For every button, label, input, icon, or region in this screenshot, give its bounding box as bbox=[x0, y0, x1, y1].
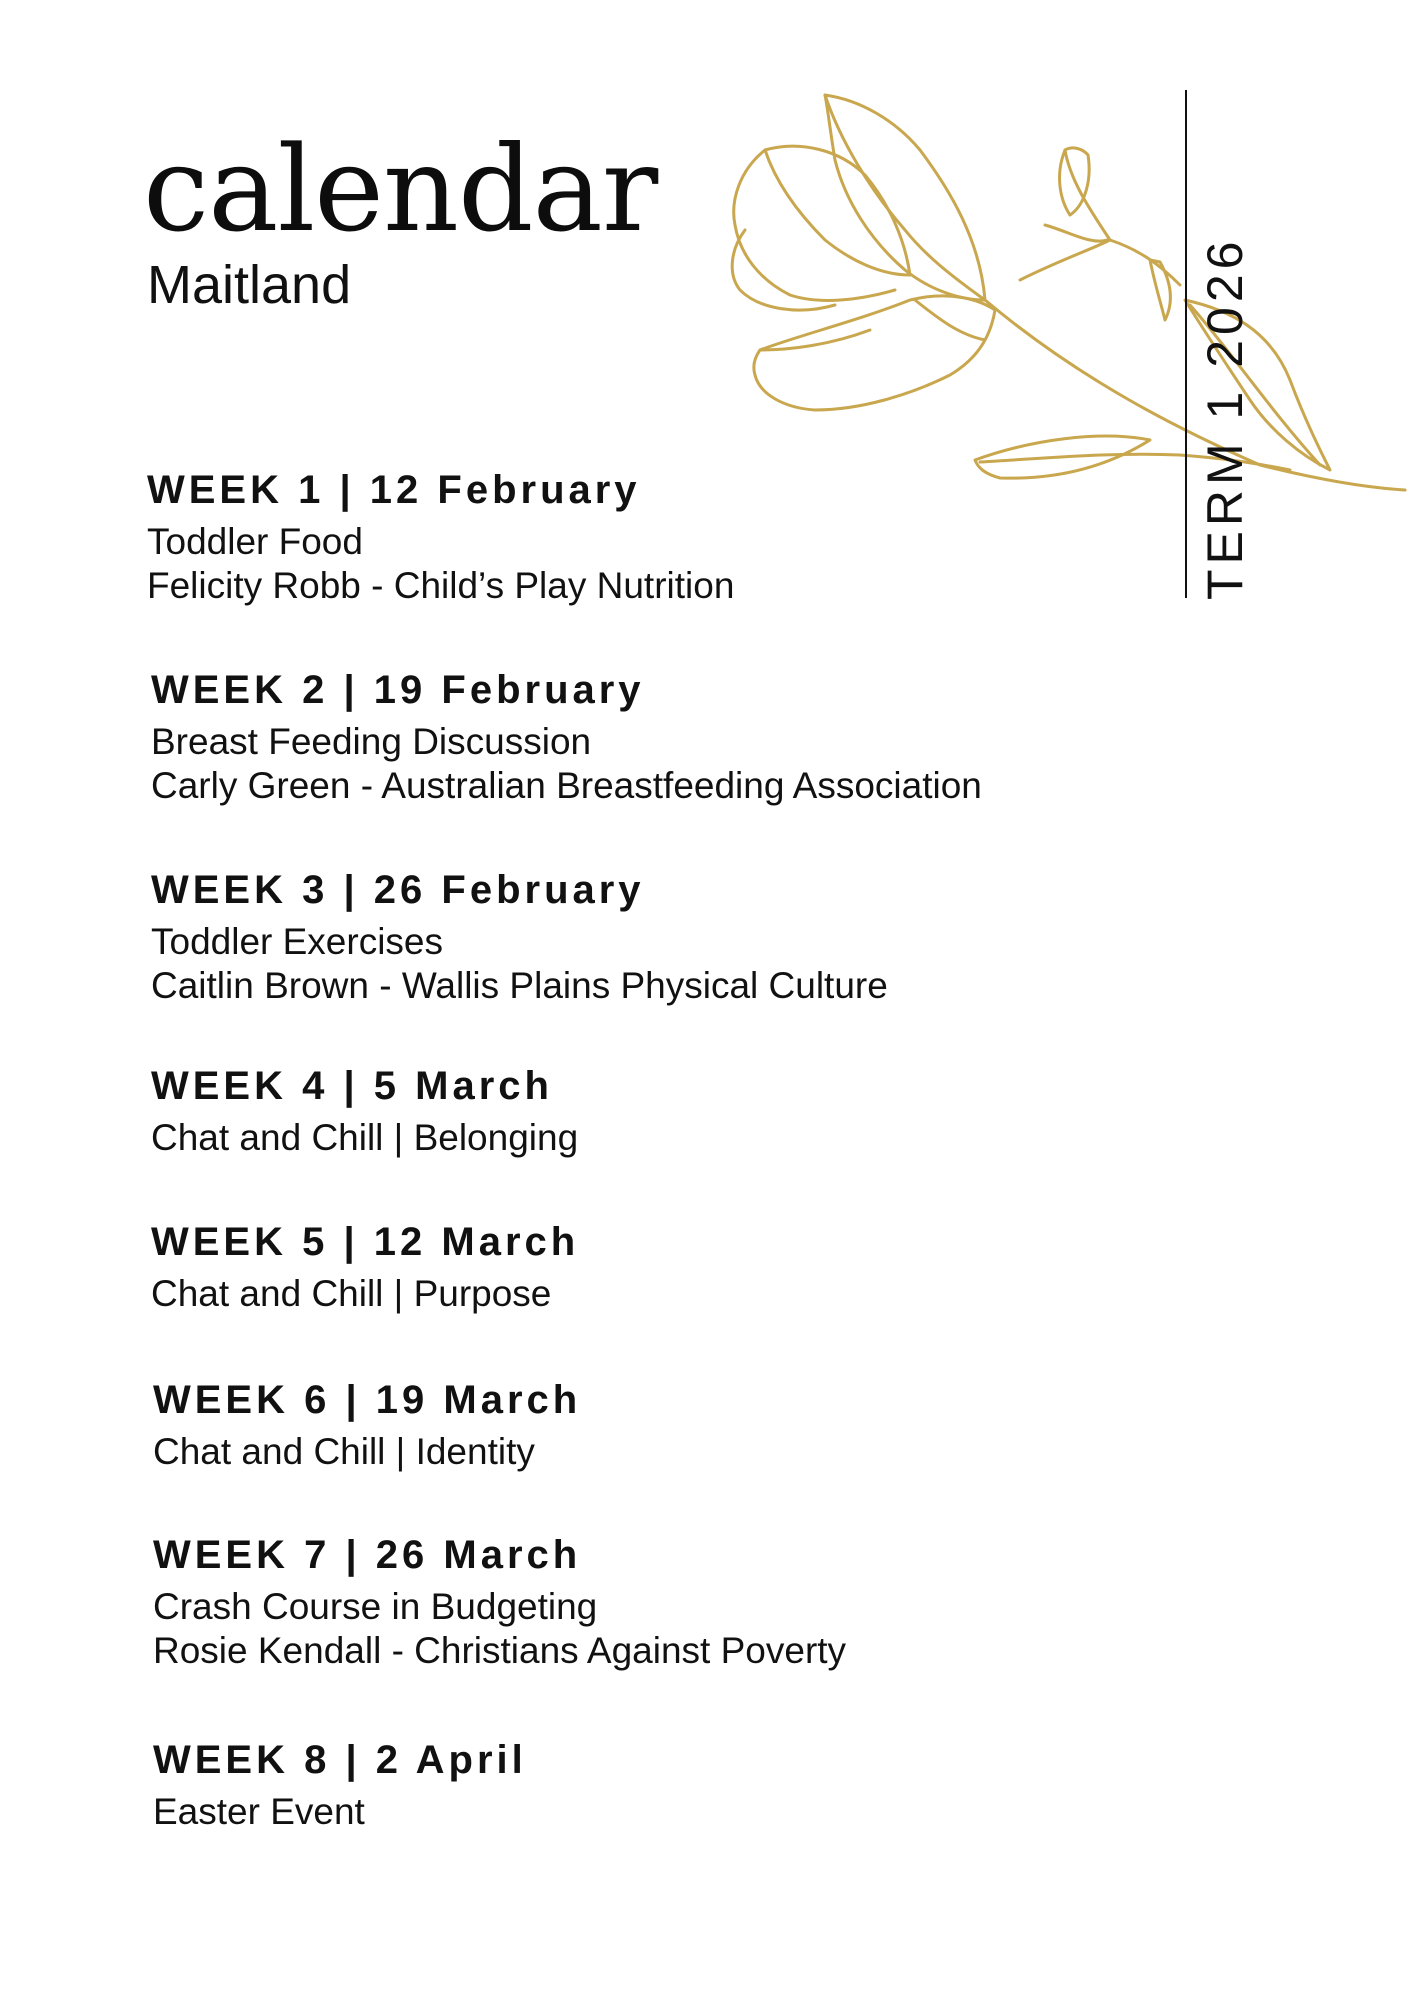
session-title: Crash Course in Budgeting bbox=[153, 1586, 598, 1627]
week-heading: WEEK 7 | 26 March bbox=[153, 1533, 582, 1577]
session-presenter: Carly Green - Australian Breastfeeding Association bbox=[151, 765, 982, 806]
week-heading: WEEK 4 | 5 March bbox=[151, 1064, 553, 1108]
petal bbox=[732, 230, 835, 310]
session-title: Chat and Chill | Purpose bbox=[151, 1273, 552, 1314]
session-title: Breast Feeding Discussion bbox=[151, 721, 592, 762]
week-block bbox=[147, 468, 734, 608]
week-block bbox=[151, 668, 982, 808]
bud bbox=[1060, 148, 1090, 215]
petal bbox=[915, 300, 985, 340]
session-presenter: Felicity Robb - Child’s Play Nutrition bbox=[147, 565, 735, 606]
week-block bbox=[151, 1064, 578, 1160]
week-heading: WEEK 5 | 12 March bbox=[151, 1220, 580, 1264]
page-title: calendar bbox=[143, 120, 658, 258]
flower-branch bbox=[1110, 240, 1180, 285]
flower-branch bbox=[1020, 240, 1110, 280]
session-title: Toddler Food bbox=[147, 521, 363, 562]
petal bbox=[825, 95, 985, 300]
session-presenter: Caitlin Brown - Wallis Plains Physical Culture bbox=[151, 965, 888, 1006]
petal bbox=[825, 95, 985, 300]
week-block bbox=[153, 1738, 527, 1834]
week-heading: WEEK 1 | 12 February bbox=[147, 468, 641, 512]
session-presenter: Rosie Kendall - Christians Against Poverty bbox=[153, 1630, 847, 1671]
session-title: Chat and Chill | Identity bbox=[153, 1431, 535, 1472]
flower-stem bbox=[985, 300, 1405, 490]
petal bbox=[754, 296, 995, 410]
week-block bbox=[151, 868, 888, 1008]
week-block bbox=[151, 1220, 579, 1316]
session-title: Chat and Chill | Belonging bbox=[151, 1117, 579, 1158]
session-title: Easter Event bbox=[153, 1791, 365, 1832]
week-block bbox=[153, 1378, 581, 1474]
divider-line bbox=[1185, 90, 1187, 598]
week-heading: WEEK 8 | 2 April bbox=[153, 1738, 527, 1782]
petal bbox=[734, 150, 895, 300]
week-heading: WEEK 2 | 19 February bbox=[151, 668, 645, 712]
term-label: TERM 1 2026 bbox=[1197, 236, 1253, 600]
bud bbox=[1045, 225, 1108, 241]
petal bbox=[765, 146, 910, 275]
session-title: Toddler Exercises bbox=[151, 921, 444, 962]
flower-branch bbox=[1065, 150, 1110, 240]
location-subtitle: Maitland bbox=[147, 255, 352, 315]
week-heading: WEEK 3 | 26 February bbox=[151, 868, 645, 912]
petal bbox=[760, 330, 870, 350]
leaf bbox=[975, 436, 1150, 478]
week-heading: WEEK 6 | 19 March bbox=[153, 1378, 582, 1422]
week-block bbox=[153, 1533, 846, 1673]
bud bbox=[1150, 260, 1170, 320]
